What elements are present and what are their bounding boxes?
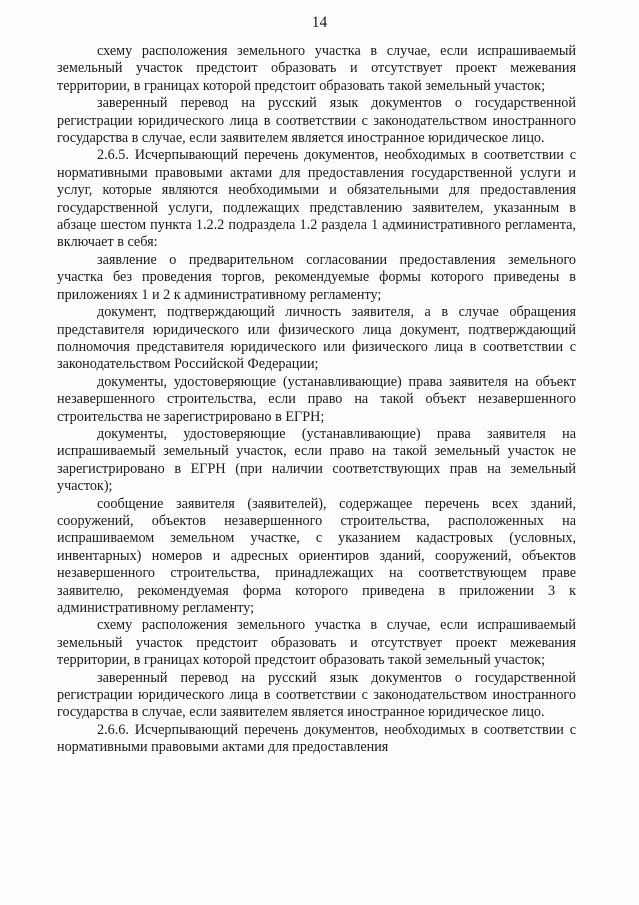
paragraph-unfinished-construction-rights: документы, удостоверяющие (устанавливающие) права заявителя на объект незавершенного строительства, если право на такой объект незавершенного строительства не зарегистрировано в ЕГРН;: [57, 373, 576, 425]
paragraph-identity-document: документ, подтверждающий личность заявителя, а в случае обращения представителя юридического или физического лица документ, подтверждающий полномочия представителя юридического или физического лица в соответствии с законодательством Российской Федерации;: [57, 304, 576, 373]
page-number: 14: [311, 14, 328, 31]
document-body: [57, 43, 576, 757]
paragraph-section-2-6-5: 2.6.5. Исчерпывающий перечень документов, необходимых в соответствии с нормативными правовыми актами для предоставления государственной услуги и услуг, которые являются необходимыми и обязательными для предоставления государственной услуги, подлежащих представлению заявителем, указанным в абзаце шестом пункта 1.2.2 подраздела 1.2 раздела 1 административного регламента, включает в себя:: [57, 147, 576, 251]
paragraph-buildings-list: сообщение заявителя (заявителей), содержащее перечень всех зданий, сооружений, объектов незавершенного строительства, расположенных на испрашиваемом земельном участке, с указанием кадастровых (условных, инвентарных) номеров и адресных ориентиров зданий, сооружений, объектов незавершенного строительства, принадлежащих на соответствующем праве заявителю, рекомендуемая форма которого приведена в приложении 3 к административному регламенту;: [57, 495, 576, 616]
paragraph-land-plot-scheme: схему расположения земельного участка в случае, если испрашиваемый земельный участок предстоит образовать и отсутствует проект межевания территории, в границах которой предстоит образовать такой земельный участок;: [57, 43, 576, 94]
paragraph-land-plot-scheme-repeat: схему расположения земельного участка в случае, если испрашиваемый земельный участок предстоит образовать и отсутствует проект межевания территории, в границах которой предстоит образовать такой земельный участок;: [57, 617, 576, 669]
paragraph-section-2-6-6: 2.6.6. Исчерпывающий перечень документов, необходимых в соответствии с нормативными правовыми актами для предоставления: [57, 721, 576, 756]
paragraph-application: заявление о предварительном согласовании предоставления земельного участка без проведения торгов, рекомендуемые формы которого приведены в приложениях 1 и 2 к административному регламенту;: [57, 251, 576, 303]
paragraph-land-plot-rights: документы, удостоверяющие (устанавливающие) права заявителя на испрашиваемый земельный участок, если право на такой земельный участок не зарегистрировано в ЕГРН (при наличии соответствующих прав на земельный участок);: [57, 425, 576, 495]
paragraph-certified-translation: заверенный перевод на русский язык документов о государственной регистрации юридического лица в соответствии с законодательством иностранного государства в случае, если заявителем является иностранное юридическое лицо.: [57, 95, 576, 147]
paragraph-certified-translation-repeat: заверенный перевод на русский язык документов о государственной регистрации юридического лица в соответствии с законодательством иностранного государства в случае, если заявителем является иностранное юридическое лицо.: [57, 669, 576, 721]
